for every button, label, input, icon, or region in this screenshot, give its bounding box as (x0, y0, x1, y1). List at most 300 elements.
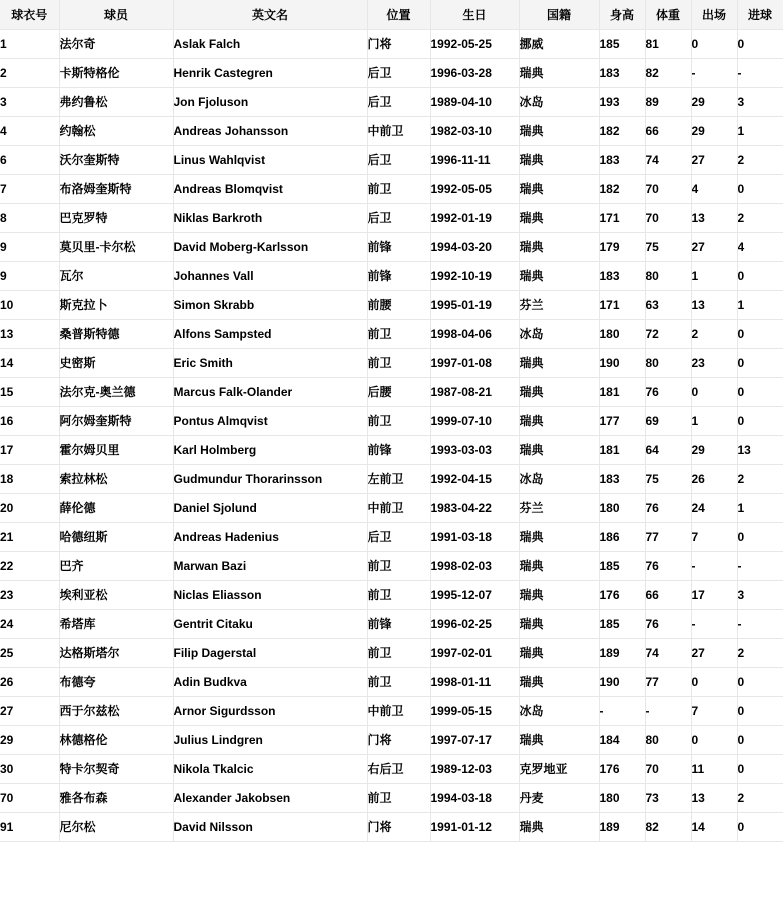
cell-nationality: 挪威 (519, 29, 599, 58)
cell-weight: 66 (645, 580, 691, 609)
cell-player: 特卡尔契奇 (59, 754, 173, 783)
table-row (0, 203, 783, 232)
cell-nationality: 瑞典 (519, 551, 599, 580)
cell-position: 左前卫 (367, 464, 430, 493)
cell-goals: 0 (737, 319, 783, 348)
table-row (0, 377, 783, 406)
cell-goals: 2 (737, 783, 783, 812)
cell-goals: 3 (737, 580, 783, 609)
cell-name_en: Marcus Falk-Olander (173, 377, 367, 406)
cell-number: 9 (0, 232, 59, 261)
table-row (0, 348, 783, 377)
cell-nationality: 瑞典 (519, 609, 599, 638)
cell-appearances: 1 (691, 261, 737, 290)
cell-appearances: 26 (691, 464, 737, 493)
cell-position: 前锋 (367, 609, 430, 638)
cell-height: 182 (599, 174, 645, 203)
cell-player: 约翰松 (59, 116, 173, 145)
cell-goals: 3 (737, 87, 783, 116)
cell-position: 后腰 (367, 377, 430, 406)
cell-height: 183 (599, 464, 645, 493)
cell-weight: 66 (645, 116, 691, 145)
cell-weight: 82 (645, 58, 691, 87)
cell-appearances: 13 (691, 290, 737, 319)
cell-position: 前卫 (367, 319, 430, 348)
cell-name_en: Julius Lindgren (173, 725, 367, 754)
cell-number: 18 (0, 464, 59, 493)
cell-nationality: 冰岛 (519, 696, 599, 725)
cell-weight: 70 (645, 754, 691, 783)
cell-nationality: 瑞典 (519, 725, 599, 754)
cell-birthday: 1997-02-01 (430, 638, 519, 667)
cell-birthday: 1996-11-11 (430, 145, 519, 174)
table-row (0, 464, 783, 493)
cell-goals: 1 (737, 290, 783, 319)
cell-height: 171 (599, 203, 645, 232)
cell-number: 17 (0, 435, 59, 464)
cell-name_en: Johannes Vall (173, 261, 367, 290)
table-row (0, 290, 783, 319)
cell-name_en: Simon Skrabb (173, 290, 367, 319)
cell-goals: 0 (737, 348, 783, 377)
cell-weight: 63 (645, 290, 691, 319)
cell-birthday: 1996-02-25 (430, 609, 519, 638)
cell-nationality: 瑞典 (519, 116, 599, 145)
cell-number: 7 (0, 174, 59, 203)
table-row (0, 551, 783, 580)
cell-height: 180 (599, 493, 645, 522)
cell-number: 2 (0, 58, 59, 87)
cell-nationality: 瑞典 (519, 406, 599, 435)
cell-player: 布德夸 (59, 667, 173, 696)
cell-position: 后卫 (367, 203, 430, 232)
cell-name_en: Andreas Johansson (173, 116, 367, 145)
cell-goals: 0 (737, 725, 783, 754)
cell-player: 霍尔姆贝里 (59, 435, 173, 464)
cell-name_en: Adin Budkva (173, 667, 367, 696)
cell-birthday: 1983-04-22 (430, 493, 519, 522)
cell-weight: 80 (645, 725, 691, 754)
col-header-nationality: 国籍 (519, 0, 599, 29)
col-header-height: 身高 (599, 0, 645, 29)
cell-player: 达格斯塔尔 (59, 638, 173, 667)
cell-height: 176 (599, 580, 645, 609)
cell-appearances: 29 (691, 116, 737, 145)
cell-weight: 75 (645, 232, 691, 261)
cell-name_en: Niklas Barkroth (173, 203, 367, 232)
cell-position: 前腰 (367, 290, 430, 319)
cell-position: 中前卫 (367, 493, 430, 522)
cell-player: 弗约鲁松 (59, 87, 173, 116)
cell-position: 前卫 (367, 348, 430, 377)
cell-appearances: 23 (691, 348, 737, 377)
cell-number: 13 (0, 319, 59, 348)
col-header-appearances: 出场 (691, 0, 737, 29)
cell-player: 卡斯特格伦 (59, 58, 173, 87)
cell-nationality: 冰岛 (519, 87, 599, 116)
cell-goals: 2 (737, 203, 783, 232)
cell-nationality: 瑞典 (519, 348, 599, 377)
cell-number: 16 (0, 406, 59, 435)
cell-appearances: - (691, 58, 737, 87)
col-header-number: 球衣号 (0, 0, 59, 29)
cell-name_en: Eric Smith (173, 348, 367, 377)
cell-weight: 89 (645, 87, 691, 116)
cell-height: 185 (599, 609, 645, 638)
cell-appearances: 11 (691, 754, 737, 783)
cell-appearances: 27 (691, 145, 737, 174)
cell-appearances: 17 (691, 580, 737, 609)
cell-name_en: Marwan Bazi (173, 551, 367, 580)
cell-weight: 76 (645, 377, 691, 406)
cell-height: 180 (599, 783, 645, 812)
cell-player: 法尔克-奥兰德 (59, 377, 173, 406)
cell-birthday: 1992-05-25 (430, 29, 519, 58)
table-row (0, 261, 783, 290)
cell-weight: 80 (645, 261, 691, 290)
cell-birthday: 1999-05-15 (430, 696, 519, 725)
cell-name_en: Pontus Almqvist (173, 406, 367, 435)
cell-nationality: 芬兰 (519, 290, 599, 319)
cell-number: 20 (0, 493, 59, 522)
table-body (0, 29, 783, 841)
table-row (0, 319, 783, 348)
cell-appearances: 27 (691, 638, 737, 667)
cell-player: 尼尔松 (59, 812, 173, 841)
table-row (0, 87, 783, 116)
cell-weight: 73 (645, 783, 691, 812)
cell-player: 巴齐 (59, 551, 173, 580)
cell-height: 180 (599, 319, 645, 348)
cell-position: 后卫 (367, 145, 430, 174)
cell-position: 前锋 (367, 435, 430, 464)
cell-number: 1 (0, 29, 59, 58)
cell-height: 190 (599, 348, 645, 377)
cell-player: 薛伦德 (59, 493, 173, 522)
col-header-player: 球员 (59, 0, 173, 29)
cell-goals: 0 (737, 406, 783, 435)
cell-position: 前卫 (367, 667, 430, 696)
cell-number: 21 (0, 522, 59, 551)
cell-position: 门将 (367, 725, 430, 754)
cell-player: 法尔奇 (59, 29, 173, 58)
cell-goals: 2 (737, 145, 783, 174)
cell-height: 190 (599, 667, 645, 696)
cell-weight: 70 (645, 203, 691, 232)
cell-weight: 69 (645, 406, 691, 435)
cell-player: 雅各布森 (59, 783, 173, 812)
cell-position: 前卫 (367, 638, 430, 667)
cell-goals: 1 (737, 493, 783, 522)
table-row (0, 232, 783, 261)
cell-name_en: Gentrit Citaku (173, 609, 367, 638)
cell-nationality: 瑞典 (519, 522, 599, 551)
cell-appearances: 24 (691, 493, 737, 522)
cell-nationality: 瑞典 (519, 58, 599, 87)
cell-name_en: Henrik Castegren (173, 58, 367, 87)
cell-birthday: 1997-01-08 (430, 348, 519, 377)
cell-player: 埃利亚松 (59, 580, 173, 609)
cell-position: 前卫 (367, 174, 430, 203)
cell-nationality: 瑞典 (519, 812, 599, 841)
cell-appearances: 29 (691, 87, 737, 116)
cell-height: 184 (599, 725, 645, 754)
cell-weight: 82 (645, 812, 691, 841)
cell-goals: - (737, 551, 783, 580)
cell-birthday: 1994-03-18 (430, 783, 519, 812)
cell-nationality: 瑞典 (519, 638, 599, 667)
cell-position: 前卫 (367, 551, 430, 580)
table-header (0, 0, 783, 29)
cell-player: 布洛姆奎斯特 (59, 174, 173, 203)
cell-name_en: David Moberg-Karlsson (173, 232, 367, 261)
cell-name_en: Jon Fjoluson (173, 87, 367, 116)
cell-appearances: 7 (691, 696, 737, 725)
table-row (0, 667, 783, 696)
table-row (0, 783, 783, 812)
cell-goals: 0 (737, 812, 783, 841)
cell-weight: 74 (645, 638, 691, 667)
table-row (0, 580, 783, 609)
cell-appearances: 14 (691, 812, 737, 841)
cell-weight: 70 (645, 174, 691, 203)
cell-goals: 2 (737, 464, 783, 493)
cell-player: 希塔库 (59, 609, 173, 638)
table-row (0, 406, 783, 435)
cell-number: 27 (0, 696, 59, 725)
cell-height: - (599, 696, 645, 725)
cell-weight: 76 (645, 493, 691, 522)
cell-number: 29 (0, 725, 59, 754)
col-header-birthday: 生日 (430, 0, 519, 29)
cell-nationality: 瑞典 (519, 377, 599, 406)
cell-birthday: 1991-03-18 (430, 522, 519, 551)
table-row (0, 725, 783, 754)
cell-height: 176 (599, 754, 645, 783)
cell-weight: 76 (645, 609, 691, 638)
cell-number: 25 (0, 638, 59, 667)
cell-goals: 2 (737, 638, 783, 667)
cell-height: 182 (599, 116, 645, 145)
cell-goals: 0 (737, 261, 783, 290)
cell-goals: 0 (737, 667, 783, 696)
cell-birthday: 1992-05-05 (430, 174, 519, 203)
cell-number: 70 (0, 783, 59, 812)
cell-nationality: 芬兰 (519, 493, 599, 522)
cell-position: 前卫 (367, 580, 430, 609)
cell-name_en: Linus Wahlqvist (173, 145, 367, 174)
cell-birthday: 1987-08-21 (430, 377, 519, 406)
cell-weight: 77 (645, 522, 691, 551)
cell-number: 24 (0, 609, 59, 638)
cell-name_en: Alexander Jakobsen (173, 783, 367, 812)
cell-height: 183 (599, 261, 645, 290)
cell-weight: 75 (645, 464, 691, 493)
col-header-weight: 体重 (645, 0, 691, 29)
cell-birthday: 1995-01-19 (430, 290, 519, 319)
cell-weight: 72 (645, 319, 691, 348)
cell-weight: 74 (645, 145, 691, 174)
cell-position: 后卫 (367, 522, 430, 551)
cell-goals: 0 (737, 29, 783, 58)
cell-name_en: Andreas Blomqvist (173, 174, 367, 203)
cell-name_en: Niclas Eliasson (173, 580, 367, 609)
table-row (0, 145, 783, 174)
cell-height: 183 (599, 145, 645, 174)
cell-name_en: Aslak Falch (173, 29, 367, 58)
col-header-name-en: 英文名 (173, 0, 367, 29)
cell-appearances: 0 (691, 29, 737, 58)
cell-player: 瓦尔 (59, 261, 173, 290)
cell-height: 181 (599, 435, 645, 464)
cell-nationality: 瑞典 (519, 667, 599, 696)
cell-position: 中前卫 (367, 116, 430, 145)
cell-birthday: 1999-07-10 (430, 406, 519, 435)
cell-appearances: 27 (691, 232, 737, 261)
cell-weight: 81 (645, 29, 691, 58)
table-row (0, 435, 783, 464)
cell-birthday: 1989-12-03 (430, 754, 519, 783)
cell-birthday: 1982-03-10 (430, 116, 519, 145)
table-row (0, 754, 783, 783)
cell-height: 189 (599, 812, 645, 841)
cell-appearances: 7 (691, 522, 737, 551)
cell-goals: 1 (737, 116, 783, 145)
cell-goals: - (737, 58, 783, 87)
cell-number: 91 (0, 812, 59, 841)
cell-weight: 80 (645, 348, 691, 377)
cell-player: 桑普斯特德 (59, 319, 173, 348)
table-row (0, 696, 783, 725)
cell-name_en: Arnor Sigurdsson (173, 696, 367, 725)
cell-birthday: 1995-12-07 (430, 580, 519, 609)
cell-birthday: 1998-04-06 (430, 319, 519, 348)
cell-player: 林德格伦 (59, 725, 173, 754)
cell-appearances: 0 (691, 725, 737, 754)
cell-nationality: 瑞典 (519, 145, 599, 174)
table-row (0, 638, 783, 667)
cell-player: 斯克拉卜 (59, 290, 173, 319)
cell-position: 前卫 (367, 406, 430, 435)
cell-position: 中前卫 (367, 696, 430, 725)
cell-position: 前卫 (367, 783, 430, 812)
cell-nationality: 瑞典 (519, 580, 599, 609)
cell-nationality: 冰岛 (519, 319, 599, 348)
cell-weight: 64 (645, 435, 691, 464)
cell-name_en: Alfons Sampsted (173, 319, 367, 348)
cell-player: 史密斯 (59, 348, 173, 377)
cell-player: 哈德纽斯 (59, 522, 173, 551)
cell-number: 14 (0, 348, 59, 377)
cell-weight: 76 (645, 551, 691, 580)
cell-nationality: 丹麦 (519, 783, 599, 812)
cell-nationality: 瑞典 (519, 203, 599, 232)
cell-player: 沃尔奎斯特 (59, 145, 173, 174)
cell-height: 179 (599, 232, 645, 261)
cell-name_en: Daniel Sjolund (173, 493, 367, 522)
cell-player: 阿尔姆奎斯特 (59, 406, 173, 435)
cell-birthday: 1998-02-03 (430, 551, 519, 580)
header-row (0, 0, 783, 29)
cell-birthday: 1992-04-15 (430, 464, 519, 493)
cell-goals: 0 (737, 377, 783, 406)
cell-name_en: Nikola Tkalcic (173, 754, 367, 783)
cell-height: 185 (599, 551, 645, 580)
cell-birthday: 1992-01-19 (430, 203, 519, 232)
cell-appearances: 13 (691, 203, 737, 232)
table-row (0, 58, 783, 87)
cell-position: 门将 (367, 812, 430, 841)
cell-number: 8 (0, 203, 59, 232)
cell-appearances: - (691, 551, 737, 580)
cell-birthday: 1989-04-10 (430, 87, 519, 116)
cell-name_en: Filip Dagerstal (173, 638, 367, 667)
table-row (0, 493, 783, 522)
cell-number: 3 (0, 87, 59, 116)
cell-position: 右后卫 (367, 754, 430, 783)
cell-name_en: Andreas Hadenius (173, 522, 367, 551)
cell-position: 后卫 (367, 87, 430, 116)
cell-nationality: 瑞典 (519, 232, 599, 261)
cell-player: 莫贝里-卡尔松 (59, 232, 173, 261)
cell-appearances: 1 (691, 406, 737, 435)
cell-goals: - (737, 609, 783, 638)
table-row (0, 174, 783, 203)
cell-number: 9 (0, 261, 59, 290)
cell-appearances: 2 (691, 319, 737, 348)
cell-number: 23 (0, 580, 59, 609)
cell-height: 183 (599, 58, 645, 87)
cell-number: 10 (0, 290, 59, 319)
cell-appearances: - (691, 609, 737, 638)
cell-appearances: 4 (691, 174, 737, 203)
cell-position: 前锋 (367, 232, 430, 261)
cell-height: 186 (599, 522, 645, 551)
cell-nationality: 瑞典 (519, 261, 599, 290)
cell-nationality: 冰岛 (519, 464, 599, 493)
cell-height: 189 (599, 638, 645, 667)
cell-goals: 0 (737, 696, 783, 725)
cell-number: 6 (0, 145, 59, 174)
col-header-position: 位置 (367, 0, 430, 29)
cell-player: 西于尔兹松 (59, 696, 173, 725)
cell-height: 181 (599, 377, 645, 406)
cell-birthday: 1996-03-28 (430, 58, 519, 87)
cell-height: 185 (599, 29, 645, 58)
cell-height: 171 (599, 290, 645, 319)
cell-number: 15 (0, 377, 59, 406)
cell-goals: 4 (737, 232, 783, 261)
cell-birthday: 1992-10-19 (430, 261, 519, 290)
cell-position: 前锋 (367, 261, 430, 290)
cell-weight: 77 (645, 667, 691, 696)
cell-goals: 0 (737, 174, 783, 203)
cell-appearances: 29 (691, 435, 737, 464)
cell-name_en: David Nilsson (173, 812, 367, 841)
cell-appearances: 0 (691, 377, 737, 406)
cell-position: 后卫 (367, 58, 430, 87)
table-row (0, 522, 783, 551)
cell-name_en: Karl Holmberg (173, 435, 367, 464)
cell-birthday: 1993-03-03 (430, 435, 519, 464)
cell-number: 4 (0, 116, 59, 145)
cell-position: 门将 (367, 29, 430, 58)
cell-player: 索拉林松 (59, 464, 173, 493)
cell-goals: 0 (737, 754, 783, 783)
cell-nationality: 克罗地亚 (519, 754, 599, 783)
col-header-goals: 进球 (737, 0, 783, 29)
cell-number: 30 (0, 754, 59, 783)
